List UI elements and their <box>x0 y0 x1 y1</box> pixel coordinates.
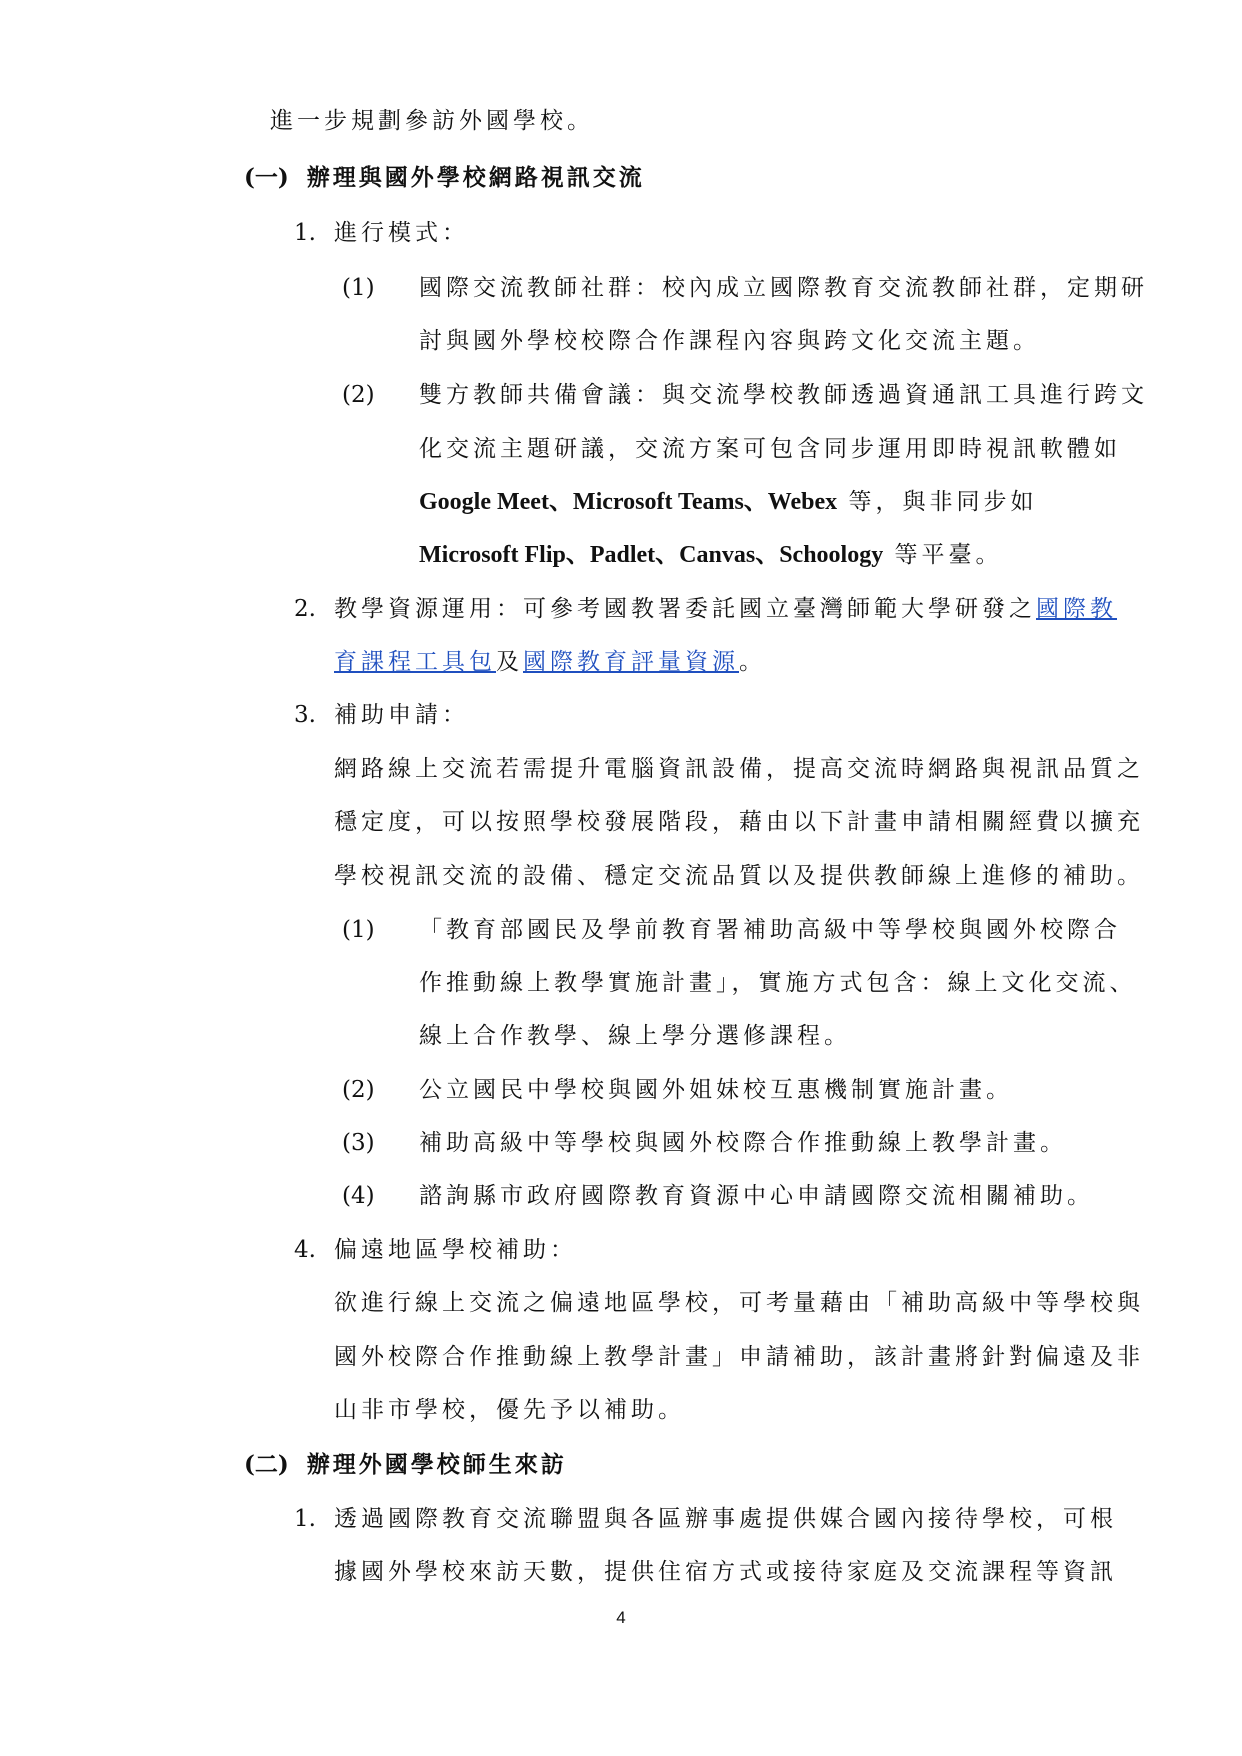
section-2-number: (二) <box>244 1451 289 1478</box>
section-2-item-1-text: 透過國際教育交流聯盟與各區辦事處提供媒合國內接待學校，可根 <box>334 1506 1117 1532</box>
sub-2-line-3 <box>419 487 1037 517</box>
intro-line: 進一步規劃參訪外國學校。 <box>270 108 594 134</box>
section-2-item-1-line-1 <box>294 1504 1117 1534</box>
item-3-sub-2-number: (2) <box>342 1077 375 1103</box>
section-2-heading <box>244 1450 567 1480</box>
page-number: 4 <box>616 1608 626 1627</box>
item-3-title: 補助申請： <box>334 702 469 728</box>
sub-1-number: (1) <box>342 275 375 301</box>
item-3-sub-3-number: (3) <box>342 1130 375 1156</box>
curriculum-toolkit-link[interactable]: 國際教 <box>1036 596 1117 622</box>
item-1-number: 1. <box>294 220 316 246</box>
item-3-sub-1-line-2: 作推動線上教學實施計畫」，實施方式包含：線上文化交流、 <box>419 970 1137 996</box>
curriculum-toolkit-link-cont[interactable]: 育課程工具包 <box>334 649 496 675</box>
assessment-resources-link[interactable]: 國際教育評量資源 <box>523 649 739 675</box>
item-4-para-line-2: 國外校際合作推動線上教學計畫」申請補助，該計畫將針對偏遠及非 <box>334 1344 1144 1370</box>
sub-1-line-1: 國際交流教師社群：校內成立國際教育交流教師社群，定期研 <box>419 275 1148 301</box>
sub-1-line-2: 討與國外學校校際合作課程內容與跨文化交流主題。 <box>419 328 1040 354</box>
sub-2-number: (2) <box>342 382 375 408</box>
section-1-number: (一) <box>244 164 289 191</box>
item-4-title: 偏遠地區學校補助： <box>334 1237 577 1263</box>
item-3-sub-3-text: 補助高級中等學校與國外校際合作推動線上教學計畫。 <box>419 1130 1067 1156</box>
item-3-sub-1-line-3: 線上合作教學、線上學分選修課程。 <box>419 1023 851 1049</box>
item-3-para-line-3: 學校視訊交流的設備、穩定交流品質以及提供教師線上進修的補助。 <box>334 863 1144 889</box>
section-2-title: 辦理外國學校師生來訪 <box>306 1451 567 1478</box>
sub-2-line-2: 化交流主題研議，交流方案可包含同步運用即時視訊軟體如 <box>419 436 1121 462</box>
sub-2-line-4 <box>419 540 1003 570</box>
item-3-sub-4-number: (4) <box>342 1183 375 1209</box>
item-3-sub-1-line-1: 「教育部國民及學前教育署補助高級中等學校與國外校際合 <box>419 917 1121 943</box>
section-2-item-1-number: 1. <box>294 1506 316 1532</box>
sync-tools-text: Google Meet、Microsoft Teams、Webex <box>419 489 838 515</box>
item-3-para-line-2: 穩定度，可以按照學校發展階段，藉由以下計畫申請相關經費以擴充 <box>334 809 1144 835</box>
section-1-title: 辦理與國外學校網路視訊交流 <box>306 164 645 191</box>
item-3-sub-4-text: 諮詢縣市政府國際教育資源中心申請國際交流相關補助。 <box>419 1183 1094 1209</box>
item-4-number: 4. <box>294 1237 316 1263</box>
item-2-end: 。 <box>739 649 766 675</box>
item-2-number: 2. <box>294 596 316 622</box>
item-1-title: 進行模式： <box>334 220 469 246</box>
item-3-heading <box>294 700 469 730</box>
item-2-mid: 及 <box>496 649 523 675</box>
item-4-para-line-1: 欲進行線上交流之偏遠地區學校，可考量藉由「補助高級中等學校與 <box>334 1290 1144 1316</box>
item-2-line-2 <box>334 647 766 677</box>
sub-2-line-1: 雙方教師共備會議：與交流學校教師透過資通訊工具進行跨文 <box>419 382 1148 408</box>
item-4-heading <box>294 1235 577 1265</box>
item-3-para-line-1: 網路線上交流若需提升電腦資訊設備，提高交流時網路與視訊品質之 <box>334 756 1144 782</box>
item-3-sub-2-text: 公立國民中學校與國外姐妹校互惠機制實施計畫。 <box>419 1077 1013 1103</box>
sync-tools-rest: 等，與非同步如 <box>837 489 1038 515</box>
item-2-line-1 <box>294 594 1117 624</box>
section-1-heading <box>244 163 645 193</box>
item-3-number: 3. <box>294 702 316 728</box>
section-2-item-1-line-2: 據國外學校來訪天數，提供住宿方式或接待家庭及交流課程等資訊 <box>334 1559 1117 1585</box>
item-4-para-line-3: 山非市學校，優先予以補助。 <box>334 1397 685 1423</box>
async-tools-text: Microsoft Flip、Padlet、Canvas、Schoology <box>419 542 884 568</box>
item-3-sub-1-number: (1) <box>342 917 375 943</box>
async-tools-rest: 等平臺。 <box>883 542 1003 568</box>
item-1-heading <box>294 218 469 248</box>
item-2-text: 教學資源運用：可參考國教署委託國立臺灣師範大學研發之 <box>334 596 1036 622</box>
